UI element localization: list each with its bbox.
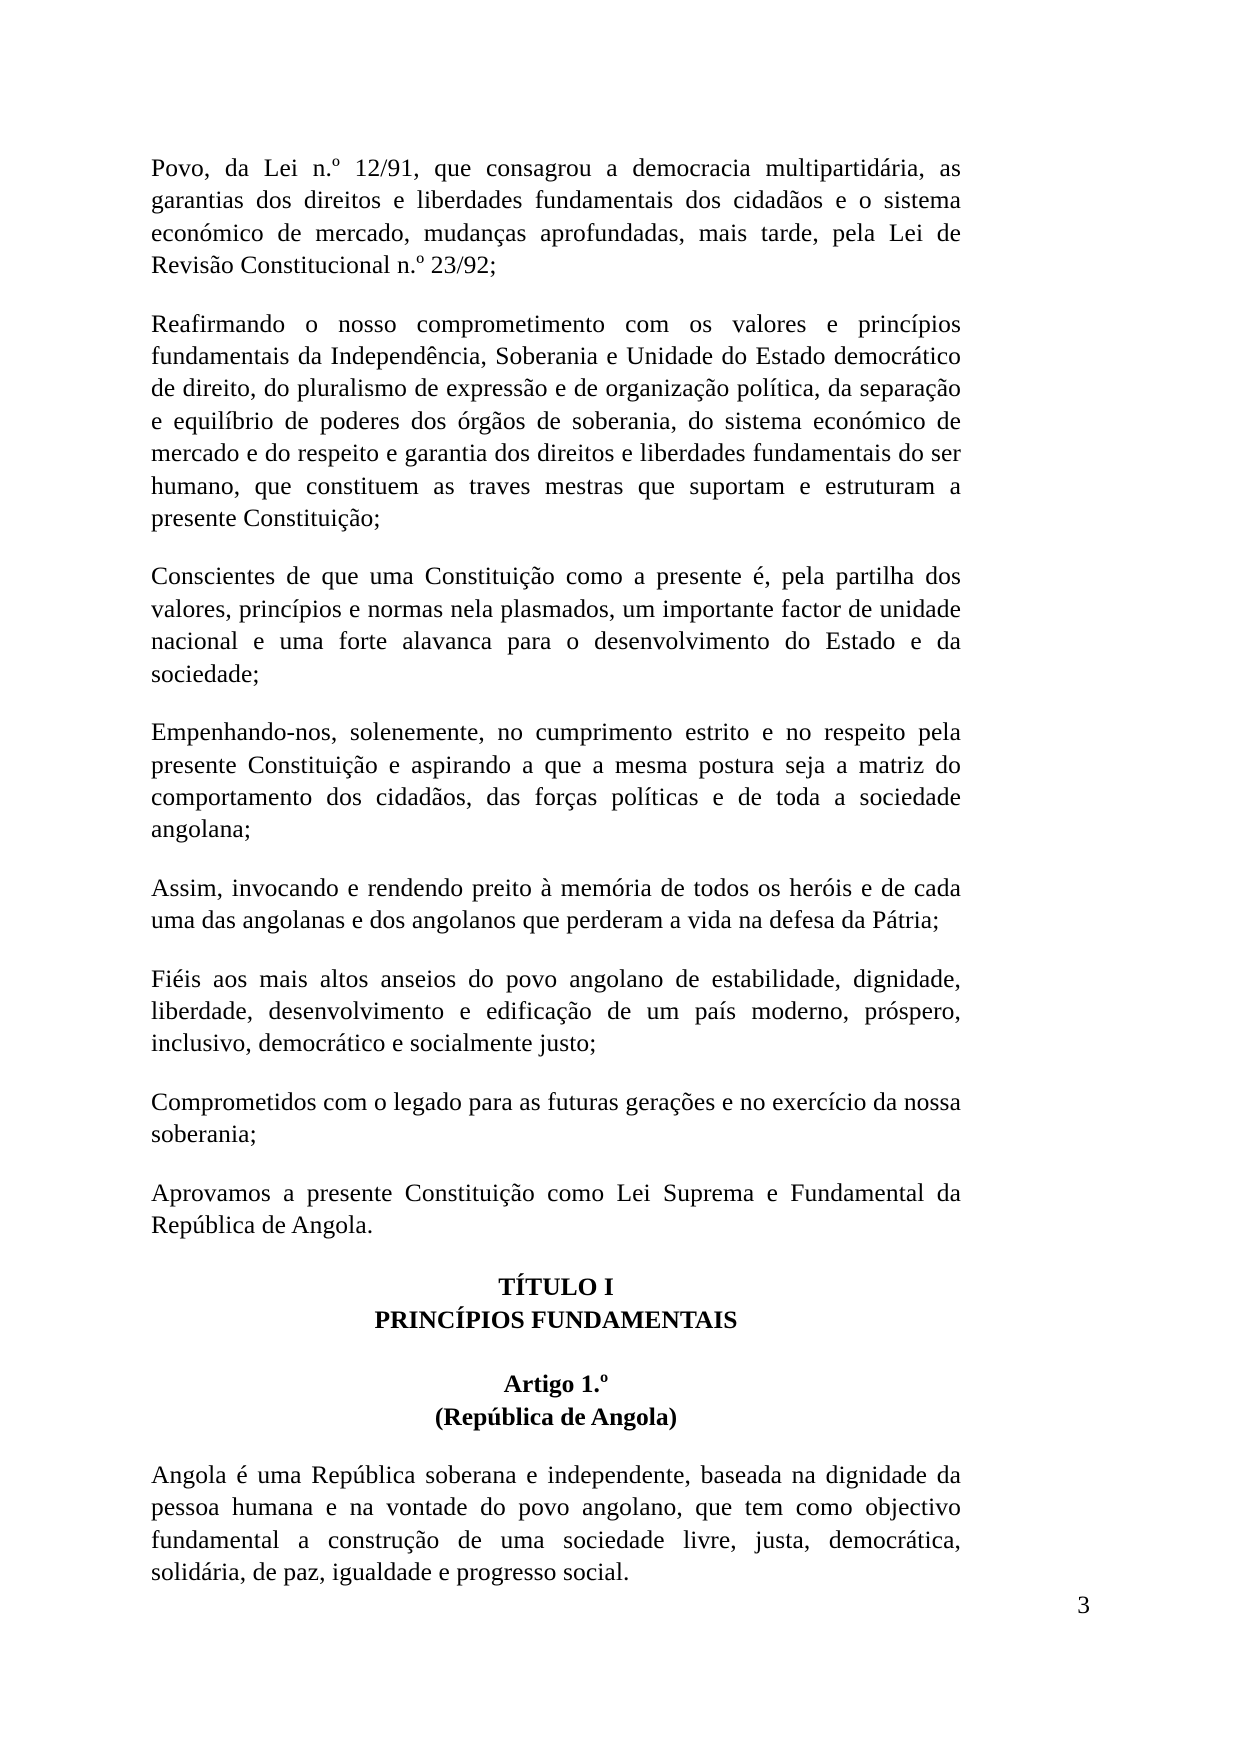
page-content [151, 152, 961, 1589]
paragraph-povo: Povo, da Lei n.º 12/91, que consagrou a democracia multipartidária, as garantias dos direitos e liberdades fundamentais dos cidadãos e o sistema económico de mercado, mudanças aprofundadas, mais tarde, pela Lei de Revisão Constitucional n.º 23/92; [151, 153, 961, 280]
paragraph-comprometidos: Comprometidos com o legado para as futuras gerações e no exercício da nossa soberania; [151, 1086, 961, 1149]
title-heading-line-2: PRINCÍPIOS FUNDAMENTAIS [374, 1304, 738, 1334]
paragraph-reafirmando: Reafirmando o nosso comprometimento com os valores e princípios fundamentais da Independência, Soberania e Unidade do Estado democrático de direito, do pluralismo de expressão e de organização política, da separação e equilíbrio de poderes dos órgãos de soberania, do sistema económico de mercado e do respeito e garantia dos direitos e liberdades fundamentais do ser humano, que constituem as traves mestras que suportam e estruturam a presente Constituição; [151, 308, 961, 533]
article-heading-line-2: (República de Angola) [434, 1401, 678, 1431]
paragraph-angola: Angola é uma República soberana e independente, baseada na dignidade da pessoa humana e na vontade do povo angolano, que tem como objectivo fundamental a construção de uma sociedade livre, justa, democrática, solidária, de paz, igualdade e progresso social. [151, 1460, 961, 1587]
paragraph-fieis: Fiéis aos mais altos anseios do povo angolano de estabilidade, dignidade, liberdade, desenvolvimento e edificação de um país moderno, próspero, inclusivo, democrático e socialmente justo; [151, 963, 961, 1058]
article-heading-line-1: Artigo 1.º [503, 1369, 609, 1399]
page-number: 3 [1077, 1590, 1090, 1619]
title-heading-line-1: TÍTULO I [498, 1272, 614, 1302]
title-heading [151, 1271, 961, 1336]
article-heading [151, 1368, 961, 1433]
paragraph-assim: Assim, invocando e rendendo preito à memória de todos os heróis e de cada uma das angolanas e dos angolanos que perderam a vida na defesa da Pátria; [151, 872, 961, 935]
paragraph-aprovamos: Aprovamos a presente Constituição como Lei Suprema e Fundamental da República de Angola. [151, 1177, 961, 1239]
paragraph-conscientes: Conscientes de que uma Constituição como a presente é, pela partilha dos valores, princípios e normas nela plasmados, um importante factor de unidade nacional e uma forte alavanca para o desenvolvimento do Estado e da sociedade; [151, 561, 961, 688]
paragraph-empenhando: Empenhando-nos, solenemente, no cumprimento estrito e no respeito pela presente Constituição e aspirando a que a mesma postura seja a matriz do comportamento dos cidadãos, das forças políticas e de toda a sociedade angolana; [151, 717, 961, 844]
